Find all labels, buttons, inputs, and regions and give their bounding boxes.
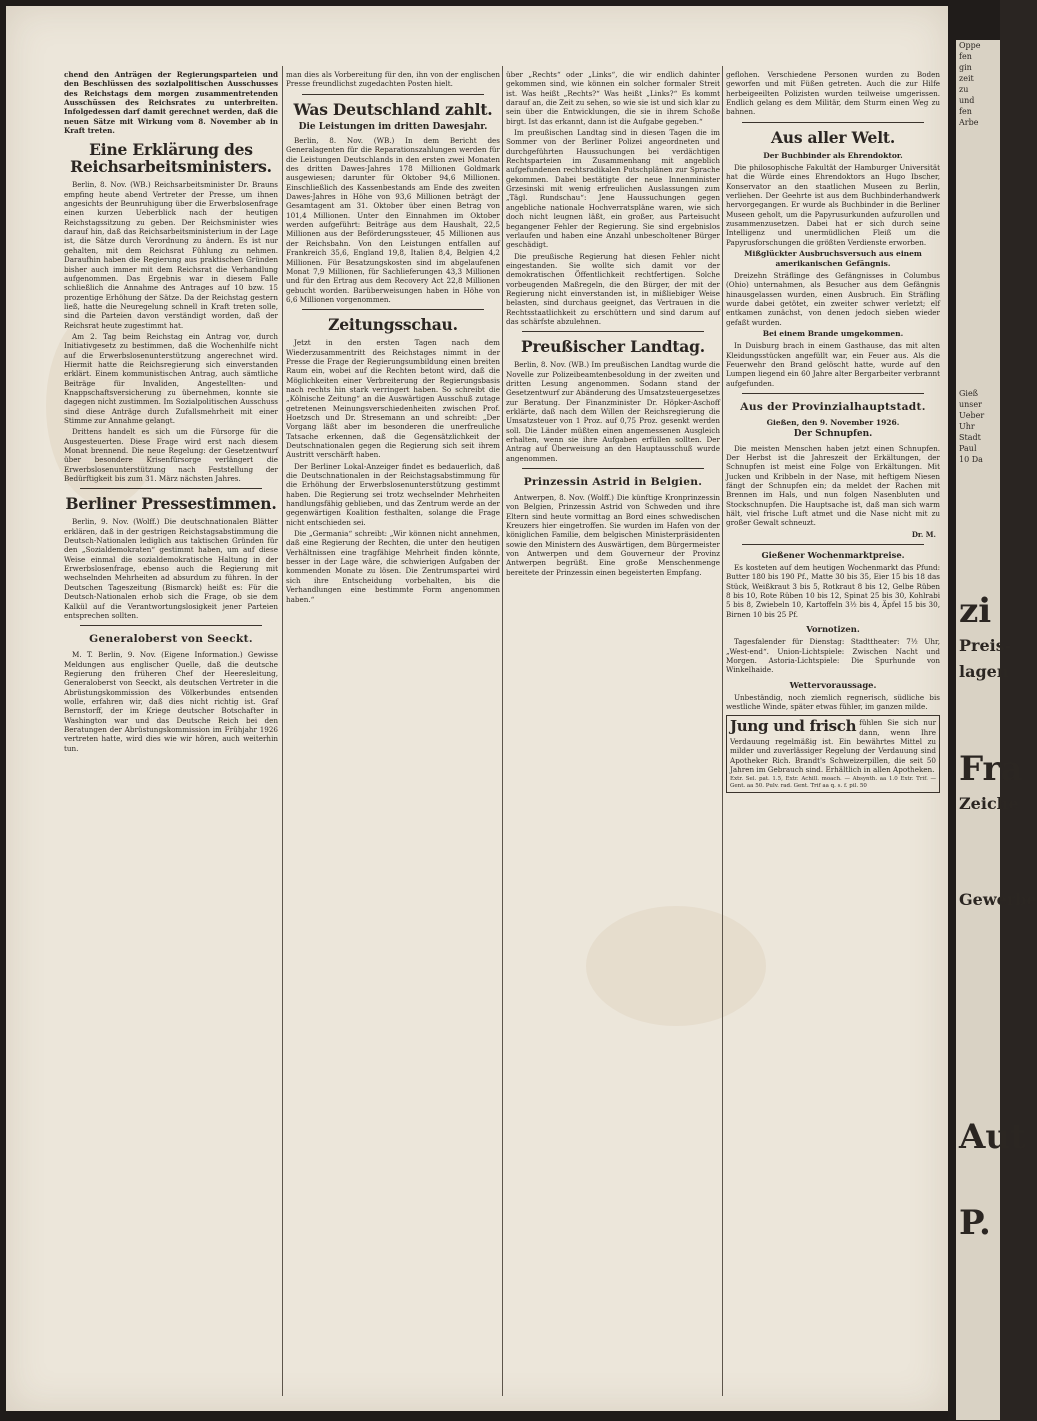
neighbor-line: fen: [959, 107, 972, 116]
neighbor-subhead: Zeiche: [959, 794, 1019, 813]
article-continuation: über „Rechts“ oder „Links“, die wir endlich dahinter gekommen sind, wie können ein solcher formaler Streit ist. Was heißt „Rechts?“ Was heißt „Links?“ Es kommt darauf an, die Zeit zu sehen, so wie sie ist und sich klar zu sein über die Entwicklungen, die sie in ihrem Schoße birgt. Ist das erkannt, dann ist die Aufgabe gegeben.“: [506, 70, 720, 126]
article-paragraph: Im preußischen Landtag sind in diesen Tagen die im Sommer von der Berliner Polizei angeordneten und durchgeführten Haussuchungen bei verdächtigen Rechtsparteien im Zusammenhang mit angeblich aufgefundenen rechtsradikalen Putschplänen zur Sprache gekommen. Dabei bestätigte der neue Innenminister Grzesinski mit wenig erfreulichen Auslassungen zum „Tägl. Rundschau“: Jene Haussuchungen gegen angebliche nationale Hochverratspläne waren, wie sich doch nicht leugnen läßt, ein großer, aus Parteisucht begangener Fehler der Regierung. Sie sind ergebnislos verlaufen und haben eine Anzahl unbescholtener Bürger geschädigt.: [506, 128, 720, 250]
neighbor-line: Arbe: [959, 118, 979, 127]
neighbor-headline: Fra: [959, 749, 1023, 789]
ad-headline: Jung und frisch: [730, 717, 857, 736]
neighbor-line: fen: [959, 52, 972, 61]
section-rule: [522, 468, 704, 469]
column-2: [286, 70, 500, 1405]
headline-notices: Vornotizen.: [806, 624, 860, 635]
section-rule: [522, 331, 704, 332]
section-rule: [742, 122, 924, 123]
article-paragraph: Am 2. Tag beim Reichstag ein Antrag vor, durch Initiativgesetz zu bestimmen, daß die Wochenhilfe nicht auf die Erwerbslosenunterstützung angerechnet wird. Hiermit hatte die Reichsregierung sich einverstanden erklärt. Einem kommunistischen Antrag, auch sämtliche Beiträge für Invaliden, Angestellten- und Knappschaftsversicherung zu übernehmen, konnte sie dagegen nicht zustimmen. Im Sozialpolitischen Ausschuss sind diese Anträge durch Zufallsmehrheit mit einer Stimme zur Annahme gelangt.: [64, 331, 278, 425]
headline-reparations: Was Deutschland zahlt.: [293, 99, 493, 119]
article-paragraph: Tagesfalender für Dienstag: Stadttheater: 7½ Uhr, „West-end“. Union-Lichtspiele: Zwischen Nacht und Morgen. Astoria-Lichtspiele: Die Spurhunde von Winkelhaide.: [726, 637, 940, 675]
subheadline: Der Buchbinder als Ehrendoktor.: [763, 150, 903, 160]
headline-seeckt: Generaloberst von Seeckt.: [89, 633, 253, 646]
article-paragraph: Berlin, 8. Nov. (WB.) Reichsarbeitsminister Dr. Brauns empfing heute abend Vertreter der Presse, um ihnen angesichts der Beunruhigung über die Erwerbslosenfrage einen kurzen Ueberblick nach der heutigen Reichstagssitzung zu geben. Der Reichsminister wies darauf hin, daß das Reichsarbeitsministerium in der Lage ist, die Sätze durch Verordnung zu ändern. Es ist nur gehalten, mit dem Reichsrat Fühlung zu nehmen. Daraufhin haben die Regierung aus praktischen Gründen bisher auch immer mit dem Reichsrat die Verhandlung aufgenommen. Das Ergebnis war in diesem Falle schließlich die Annahme des Antrages auf 10 bzw. 15 prozentige Erhöhung der Sätze. Da der Reichstag gestern ließ, hatte die Neuregelung schnell in Kraft treten solle, sind die Parteien davon verständigt worden, daß der Reichsrat heute zugestimmt hat.: [64, 180, 278, 330]
dateline: Gießen, den 9. November 1926.: [766, 417, 900, 427]
headline-market-prices: Gießener Wochenmarktpreise.: [761, 550, 905, 561]
neighbor-line: Oppe: [959, 41, 981, 50]
headline-press-review: Zeitungsschau.: [328, 315, 458, 335]
article-continuation: chend den Anträgen der Regierungsparteien und den Beschlüssen des sozialpolitischen Ausschusses des Reichstags dem morgen zusammentretenden Ausschüssen des Reichsrates zu unterbreiten. Infolgedessen darf damit gerechnet werden, daß die neuen Sätze mit Wirkung vom 8. November ab in Kraft treten.: [64, 70, 278, 136]
column-divider: [722, 66, 723, 1396]
neighbor-line: unser: [959, 400, 982, 409]
article-paragraph: Jetzt in den ersten Tagen nach dem Wiederzusammentritt des Reichstages nimmt in der Presse die Frage der Regierungsumbildung einen breiten Raum ein, wobei auf die Rechten betont wird, daß die Möglichkeiten einer Verbreiterung der Regierungsbasis nach rechts hin stark verringert haben. So schreibt die „Kölnische Zeitung“ an die Auswärtigen Ausschuß zutage getretenen Meinungsverschiedenheiten zwischen Prof. Hoetzsch und Dr. Stresemann an und schreibt: „Der Vorgang läßt aber im besonderen die unerfreuliche Tatsache erkennen, daß die Gegensätzlichkeit der Deutschnationalen gegen die Regierung sich seit ihrem Austritt verschärft haben.: [286, 338, 500, 460]
column-4: [726, 70, 940, 1405]
advertisement: [726, 715, 940, 793]
neighbor-line: Ueber: [959, 411, 985, 420]
article-continuation: man dies als Vorbereitung für den, ihn von der englischen Presse freundlichst zugedachten Posten hielt.: [286, 70, 500, 89]
section-rule: [742, 544, 924, 545]
headline-ministry-statement: Eine Erklärung des Reichsarbeitsministers.: [70, 140, 272, 177]
section-rule: [742, 393, 924, 394]
article-paragraph: Unbeständig, noch ziemlich regnerisch, südliche bis westliche Winde, später etwas fühler, im ganzen milde.: [726, 692, 940, 711]
article-paragraph: Berlin, 9. Nov. (Wolff.) Die deutschnationalen Blätter erklären, daß in der gestrigen Reichstagsabstimmung die Deutsch-Nationalen lediglich aus taktischen Gründen für den „Sozialdemokraten“ gestimmt haben, um auf diese Weise einmal die sozialdemokratische Haltung in der Erwerbslosenfrage, ebenso auch die Regierung mit wechselnden Mehrheiten ad absurdum zu führen. In der Deutschen Tageszeitung (Bismarck) heißt es: Für die Deutsch-Nationalen erhob sich die Frage, ob sie dem Kalkül auf die Verantwortungslosigkeit jener Parteien entsprechen sollten.: [64, 517, 278, 620]
neighbor-line: Uhr: [959, 422, 975, 431]
ad-text: fühlen Sie sich nur dann, wenn Ihre Verdauung regelmäßig ist. Ein bewährtes Mittel zu milder und zuverlässiger Regelung der Verdauung sind Apotheker Rich. Brandt's Schweizerpillen, die seit 50 Jahren im Gebrauch sind. Erhältlich in allen Apotheken.: [730, 718, 936, 774]
article-continuation: geflohen. Verschiedene Personen wurden zu Boden geworfen und mit Füßen getreten. Auch die zur Hilfe herbeigeeilten Polizisten wurden teilweise umgerissen. Endlich gelang es dem Militär, dem Sturm einen Weg zu bahnen.: [726, 70, 940, 117]
article-paragraph: Drittens handelt es sich um die Fürsorge für die Ausgesteuerten. Diese Frage wird erst nach diesem Monat brennend. Die neue Regelung: der Gesetzentwurf über besondere Krisenfürsorge verlängert die Erwerbslosenunterstützung nach Feststellung der Bedürftigkeit bis zum 31. März nächsten Jahres.: [64, 427, 278, 484]
column-1: [64, 70, 278, 1405]
adjacent-page-edge: [956, 40, 1037, 1420]
neighbor-line: Stadt: [959, 433, 981, 442]
section-rule: [302, 94, 484, 95]
column-divider: [282, 66, 283, 1396]
article-paragraph: Berlin, 8. Nov. (WB.) Im preußischen Landtag wurde die Novelle zur Polizeibeamtenbesoldung in der zweiten und dritten Lesung angenommen. Sodann stand der Gesetzentwurf zur Abänderung des Umsatzsteuergesetzes zur Beratung. Der Finanzminister Dr. Höpker-Aschoff erklärte, daß nach dem Willen der Reichsregierung die Umsatzsteuer von 1 Proz. auf 0,75 Proz. gesenkt werden soll. Die Länder müßten einen angemessenen Ausgleich erhalten, wenn sie ihre Aufgaben erfüllen sollten. Der Antrag auf Überweisung an den Hauptausschuß wurde angenommen.: [506, 360, 720, 463]
article-paragraph: In Duisburg brach in einem Gasthause, das mit alten Kleidungsstücken angefüllt war, ein Feuer aus. Als die Feuerwehr den Brand gelöscht hatte, wurde auf den Lumpen liegend ein 60 Jahre alter Bergarbeiter verbrannt aufgefunden.: [726, 341, 940, 388]
article-paragraph: Der Berliner Lokal-Anzeiger findet es bedauerlich, daß die Deutschnationalen in der Reichstagsabstimmung für die Erhöhung der Erwerbslosenunterstützung gestimmt haben. Die Regierung sei trotz wechselnder Mehrheiten handlungsfähig geblieben, und das Zentrum werde an der gegenwärtigen Koalition festhalten, solange die Frage nicht entschieden sei.: [286, 461, 500, 527]
article-paragraph: Die philosophische Fakultät der Hamburger Universität hat die Würde eines Ehrendoktors an Hugo Ibscher, Konservator an den staatlichen Museen zu Berlin, verliehen. Der Geehrte ist aus dem Buchbinderhandwerk hervorgegangen. Er wurde als Buchbinder in die Berliner Museen geholt, um die Papyrusurkunden aufzurollen und zusammenzusetzen. Dabei hat er sich durch seine Intelligenz und unermüdlichen Fleiß um die Papyrusforschungen die größten Verdienste erworben.: [726, 163, 940, 247]
headline-princess-astrid: Prinzessin Astrid in Belgien.: [523, 476, 703, 489]
article-paragraph: Die „Germania“ schreibt: „Wir können nicht annehmen, daß eine Regierung der Rechten, die unter den heutigen Verhältnissen eine tragfähige Mehrheit finden könnte, besser in der Lage wäre, die schwierigen Aufgaben der kommenden Monate zu lösen. Die Zentrumspartei wird sich ihre Entscheidung vorbehalten, bis die Verhandlungen eine bestimmte Form angenommen haben.“: [286, 529, 500, 604]
headline-prussian-parliament: Preußischer Landtag.: [521, 337, 705, 357]
article-paragraph: Die meisten Menschen haben jetzt einen Schnupfen. Der Herbst ist die Jahreszeit der Erkältungen, der Schnupfen ist meist eine Folge von Erkältungen. Mit Jucken und Kribbeln in der Nase, mit heftigem Niesen fängt der Schnupfen ein; da meldet der Rachen mit Brennen im Hals, und nun folgen Nasenbluten und Stockschnupfen. Die Hauptsache ist, daß man sich warm hält, viel frische Luft atmet und die Nase nicht mit zu großer Gewalt schneuzt.: [726, 443, 940, 528]
neighbor-line: Gieß: [959, 389, 979, 398]
column-divider: [502, 66, 503, 1396]
subheadline-cold: Der Schnupfen.: [793, 429, 873, 440]
headline-weather: Wettervoraussage.: [789, 679, 877, 690]
subheadline-dawes: Die Leistungen im dritten Dawesjahr.: [298, 121, 488, 132]
column-3: [506, 70, 720, 1405]
neighbor-line: Paul: [959, 444, 977, 453]
author-signature: Dr. M.: [911, 529, 936, 539]
headline-world-news: Aus aller Welt.: [770, 127, 896, 147]
neighbor-line: zu: [959, 85, 969, 94]
neighbor-headline: zi: [959, 591, 992, 631]
neighbor-line: 10 Da: [959, 455, 983, 464]
article-paragraph: Die preußische Regierung hat diesen Fehler nicht eingestanden. Sie wollte sich damit vor der demokratischen Öffentlichkeit rechtfertigen. Solche vorbeugenden Maßregeln, die den Bürger, der mit der Regierung nicht einverstanden ist, in mißliebiger Weise belasten, sind durchaus geeignet, das Vertrauen in die Rechtsstaatlichkeit zu erschüttern und sind darum auf das schärfste abzulehnen.: [506, 251, 720, 326]
headline-provincial-capital: Aus der Provinzialhauptstadt.: [740, 400, 926, 413]
neighbor-line: zeit: [959, 74, 974, 83]
neighbor-line: und: [959, 96, 975, 105]
neighbor-line: gin: [959, 63, 972, 72]
article-paragraph: Dreizehn Sträflinge des Gefängnisses in Columbus (Ohio) unternahmen, als Besucher aus dem Gefängnis hinausgelassen wurden, einen Ausbruch. Ein Sträfling wurde dabei getötet, ein zweiter schwer verletzt; elf entkamen zunächst, von denen jedoch sieben wieder gefaßt wurden.: [726, 270, 940, 327]
subheadline: Bei einem Brande umgekommen.: [762, 328, 904, 338]
headline-press-voices: Berliner Pressestimmen.: [65, 494, 277, 514]
neighbor-headline: Aut: [959, 1117, 1026, 1157]
neighbor-subhead: lagen: [959, 662, 1009, 681]
ad-formula: Extr. Sel. pat. 1.5, Extr. Achill. moach. — Absynth. aa 1.0 Extr. Trif. — Gent. aa 50. Pulv. rad. Gent. Trif aa q. s. f. pil. 50: [730, 776, 936, 790]
section-rule: [80, 625, 262, 626]
article-paragraph: Es kosteten auf dem heutigen Wochenmarkt das Pfund: Butter 180 bis 190 Pf., Matte 30 bis 35, Eier 15 bis 18 das Stück, Weißkraut 3 bis 5, Rotkraut 8 bis 12, Gelbe Rüben 8 bis 10, Rote Rüben 10 bis 12, Spinat 25 bis 30, Kohlrabi 5 bis 8, Zwiebeln 10, Kartoffeln 3½ bis 4, Äpfel 15 bis 30, Birnen 10 bis 25 Pf.: [726, 563, 940, 619]
section-rule: [302, 309, 484, 310]
article-paragraph: Berlin, 8. Nov. (WB.) In dem Bericht des Generalagenten für die Reparationszahlungen werden für die Leistungen Deutschlands in den ersten zwei Monaten des dritten Dawes-Jahres 178 Millionen Goldmark ausgewiesen; darunter für Oktober 94,6 Millionen. Einschließlich des Kassenbestands am Ende des zweiten Dawes-Jahres in Höhe von 93,6 Millionen beträgt der Gesamtagent am 31. Oktober über einen Betrag von 101,4 Millionen. Unter den Einnahmen im Oktober werden aufgeführt: Beiträge aus dem Haushalt, 22,5 Millionen aus der Beförderungssteuer, 45 Millionen aus der Reichsbahn. Von den Leistungen entfallen auf Frankreich 35,6, England 19,8, Italien 8,4, Belgien 4,2 Millionen. Für Besatzungskosten sind im abgelaufenen Monat 7,9 Millionen, für Sachlieferungen 43,3 Millionen und für den Ertrag aus dem Recovery Act 22,8 Millionen gebucht worden. Barüberweisungen haben in Höhe von 6,6 Millionen vorgenommen.: [286, 136, 500, 304]
neighbor-headline: P.: [959, 1203, 991, 1243]
subheadline: Mißglückter Ausbruchsversuch aus einem amerikanischen Gefängnis.: [744, 249, 922, 268]
article-paragraph: Antwerpen, 8. Nov. (Wolff.) Die künftige Kronprinzessin von Belgien, Prinzessin Astrid von Schweden und ihre Eltern sind heute vormittag an Bord eines schwedischen Kreuzers hier eingetroffen. Sie wurden im Hafen von der königlichen Familie, dem belgischen Ministerpräsidenten sowie den Ministern des Auswärtigen, dem Bürgermeister von Antwerpen und dem Gouverneur der Provinz Antwerpen begrüßt. Eine große Menschenmenge bereitete der Prinzessin einen begeisterten Empfang.: [506, 493, 720, 577]
section-rule: [80, 488, 262, 489]
article-paragraph: M. T. Berlin, 9. Nov. (Eigene Information.) Gewisse Meldungen aus englischer Quelle, daß die deutsche Regierung den früheren Chef der Heeresleitung, Generaloberst von Seeckt, als deutschen Vertreter in die Abrüstungskommission des Völkerbundes entsenden wolle, erfahren wir, daß dies nicht richtig ist. Graf Bernstorff, der im Kriege deutscher Botschafter in Washington war und das Deutsche Reich bei den Beratungen der Abrüstungskommission im Frühjahr 1926 vertreten hatte, wird dies wie wir hören, auch weiterhin tun.: [64, 650, 278, 753]
neighbor-subhead: Preis-: [959, 636, 1012, 655]
neighbor-subhead: Gewerbe: [959, 890, 1037, 909]
